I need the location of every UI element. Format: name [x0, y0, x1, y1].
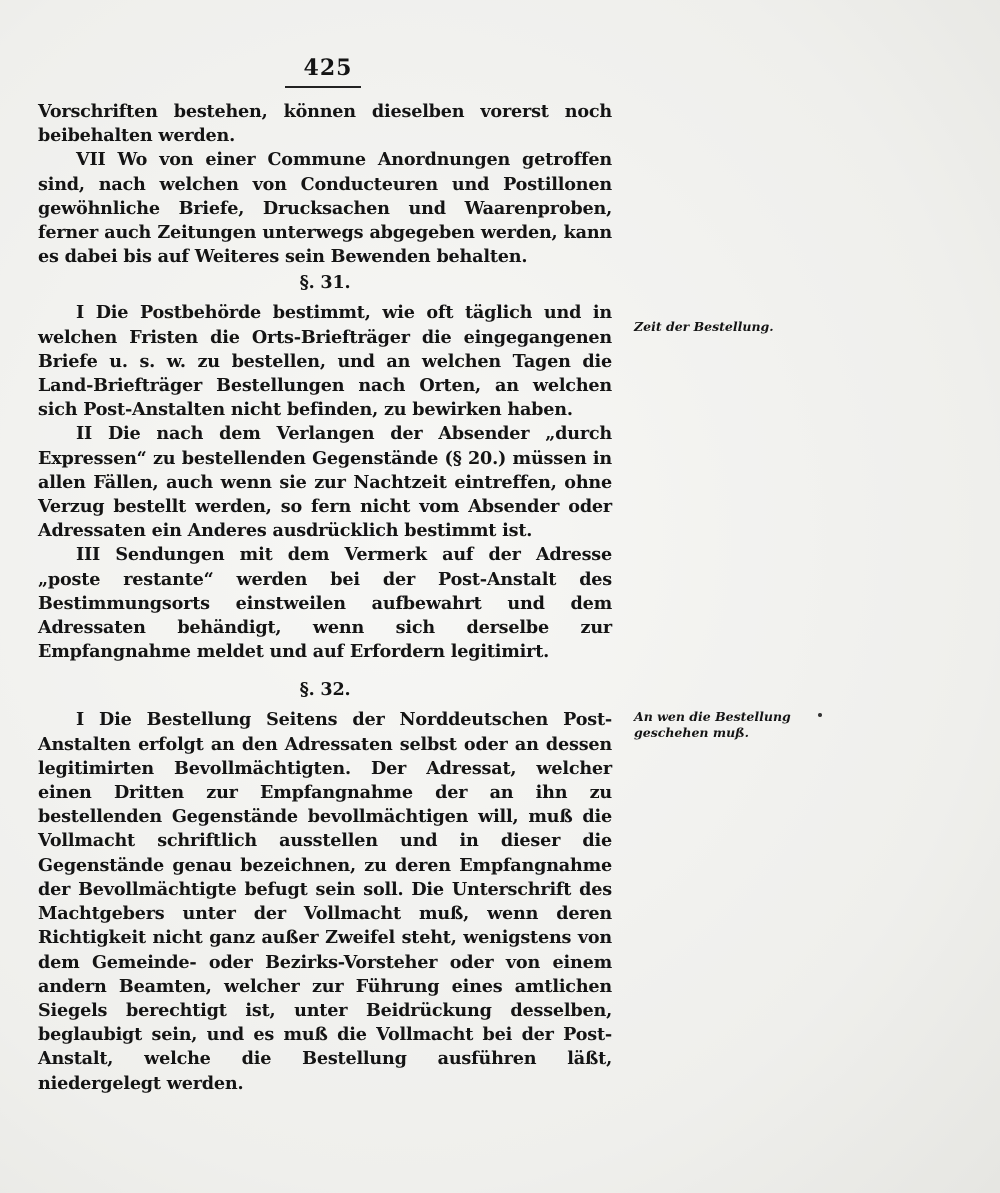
section-32-paragraph-i	[38, 708, 612, 1095]
paragraph-text: Die Bestellung Seitens der Norddeutschen Post-Anstalten erfolgt an den Adressaten selbst oder an dessen legitimirten Bevollmächtigten. Der Adressat, welcher einen Dritten zur Empfangnahme der an ihn zu bestellenden Gegenstände bevollmächtigen will, muß die Vollmacht schriftlich ausstellen und in dieser die Gegenstände genau bezeichnen, zu deren Empfangnahme der Bevollmächtigte befugt sein soll. Die Unterschrift des Machtgebers unter der Vollmacht muß, wenn deren Richtigkeit nicht ganz außer Zweifel steht, wenigstens von dem Gemeinde- oder Bezirks-Vorsteher oder von einem andern Beamten, welcher zur Führung eines amtlichen Siegels berechtigt ist, unter Beidrückung desselben, beglaubigt sein, und es muß die Vollmacht bei der Post-Anstalt, welche die Bestellung ausführen läßt, niedergelegt werden.	[38, 709, 612, 1094]
paragraph-text: Wo von einer Commune Anordnungen getroffen sind, nach welchen von Conducteuren und Postillonen gewöhnliche Briefe, Drucksachen und Waarenproben, ferner auch Zeitungen unterwegs abgegeben werden, kann es dabei bis auf Weiteres sein Bewenden behalten.	[38, 149, 612, 268]
paragraph-text: Die Postbehörde bestimmt, wie oft täglich und in welchen Fristen die Orts-Briefträger die eingegangenen Briefe u. s. w. zu bestellen, und an welchen Tagen die Land-Briefträger Bestellungen nach Orten, an welchen sich Post-Anstalten nicht befinden, zu bewirken haben.	[38, 302, 612, 421]
paragraph-number: I	[76, 302, 85, 324]
paragraph-number: VII	[76, 149, 106, 171]
body-text	[38, 100, 612, 1096]
section-31-paragraph-i	[38, 301, 612, 422]
page-number-rule	[285, 86, 361, 88]
paragraph-number: II	[76, 423, 93, 445]
margin-note-section-32: An wen die Bestellung geschehen muß.	[634, 709, 791, 740]
paragraph-continuation	[38, 100, 612, 148]
paragraph-text: Vorschriften bestehen, können dieselben vorerst noch beibehalten werden.	[38, 101, 612, 147]
section-31-paragraph-ii	[38, 422, 612, 543]
paragraph-number: I	[76, 709, 85, 731]
paragraph-text: Die nach dem Verlangen der Absender „durch Expressen“ zu bestellenden Gegenstände (§ 20.) müssen in allen Fällen, auch wenn sie zur Nachtzeit eintreffen, ohne Verzug bestellt werden, so fern nicht vom Absender oder Adressaten ein Anderes ausdrücklich bestimmt ist.	[38, 423, 612, 542]
paragraph-number: III	[76, 544, 101, 566]
margin-note-section-31: Zeit der Bestellung.	[634, 319, 774, 334]
paragraph-vii	[38, 148, 612, 269]
section-32-heading: §. 32.	[299, 679, 351, 701]
section-31-paragraph-iii	[38, 543, 612, 664]
ink-speck	[818, 713, 822, 717]
section-31-heading: §. 31.	[299, 272, 351, 294]
paragraph-text: Sendungen mit dem Vermerk auf der Adresse „poste restante“ werden bei der Post-Anstalt des Bestimmungsorts einstweilen aufbewahrt und dem Adressaten behändigt, wenn sich derselbe zur Empfangnahme meldet und auf Erfordern legitimirt.	[38, 544, 612, 663]
page-number: 425	[303, 55, 353, 81]
